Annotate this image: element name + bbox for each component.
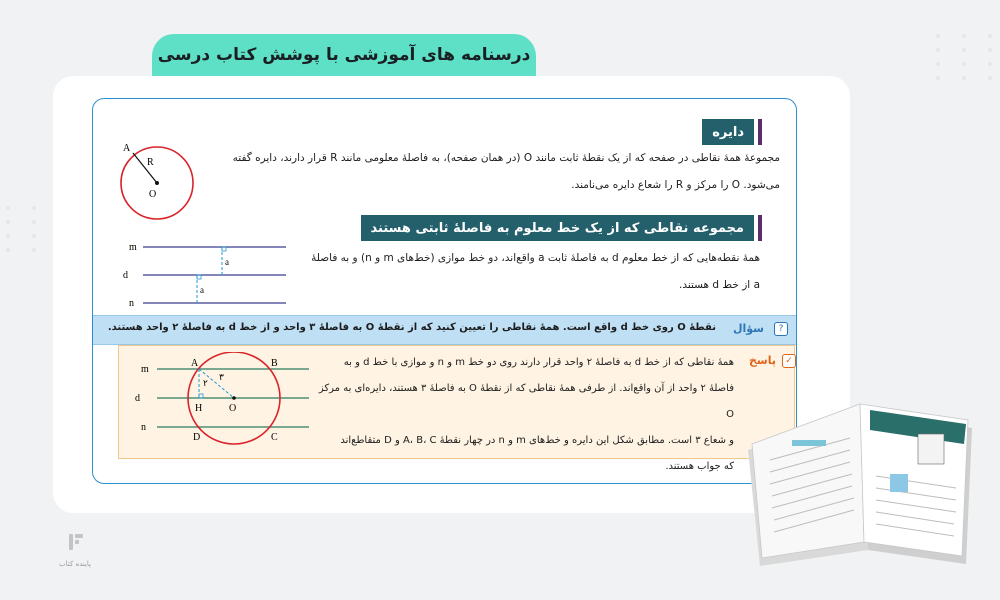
answer-length-three: ۳ — [219, 373, 224, 383]
answer-check-icon: ✓ — [782, 354, 796, 368]
question-label: سؤال — [732, 322, 764, 335]
answer-line-d: d — [135, 393, 140, 404]
answer-text: همهٔ نقاطی که از خط d به فاصلهٔ ۲ واحد قرار دارند روی دو خط m و n و موازی با خط d و به فاصلهٔ ۲ واحد از آن واقع‌اند. از طرفی همهٔ نقاطی که از نقطهٔ O به فاصلهٔ ۳ هستند، دایره‌ای به مرکز O و شعاع ۳ است. مطابق شکل این دایره و خط‌های m و n در چهار نقطهٔ A، B، C و D متقاطع‌اند که جواب هستند. — [318, 357, 734, 472]
answer-point-b: B — [271, 358, 278, 369]
lesson-panel — [92, 98, 797, 484]
answer-length-two: ۲ — [203, 379, 208, 389]
section-title-circle: دایره — [702, 119, 754, 145]
answer-line-m: m — [141, 364, 149, 375]
answer-point-d: D — [193, 432, 201, 443]
circle-radius-label: R — [147, 157, 154, 168]
brand-logo-icon — [63, 530, 87, 554]
distance-a-upper: a — [225, 257, 229, 267]
circle-definition: مجموعهٔ همهٔ نقاطی در صفحه که از یک نقطهٔ ثابت مانند O (در همان صفحه)، به فاصلهٔ معلومی مانند R قرار دارند، دایره گفته می‌شود. O را مرکز و R را شعاع دایره می‌نامند. — [232, 152, 780, 191]
answer-box — [118, 345, 795, 472]
answer-point-a: A — [191, 358, 199, 369]
answer-label: پاسخ — [748, 354, 776, 367]
answer-point-h: H — [195, 403, 203, 414]
parallel-lines-figure — [121, 237, 291, 309]
parallel-lines-definition: همهٔ نقطه‌هایی که از خط معلوم d به فاصلهٔ ثابت a واقع‌اند، دو خط موازی (خط‌های m و n) و به فاصلهٔ a از خط d هستند. — [311, 252, 760, 291]
section-title-parallel-lines: مجموعه نقاطی که از یک خط معلوم به فاصلهٔ ثابتی هستند — [361, 215, 754, 241]
distance-a-lower: a — [200, 285, 204, 295]
decorative-dots-top-right — [936, 34, 1000, 80]
answer-point-c: C — [271, 432, 278, 443]
question-text: نقطهٔ O روی خط d واقع است. همهٔ نقاطی را تعیین کنید که از نقطهٔ O به فاصلهٔ ۳ واحد و از خط d به فاصلهٔ ۲ واحد هستند. — [107, 322, 716, 333]
question-icon: ? — [774, 322, 788, 336]
answer-line-n: n — [141, 422, 146, 433]
circle-figure — [113, 137, 201, 223]
book-illustration — [740, 380, 980, 570]
answer-point-o: O — [229, 403, 237, 414]
circle-center-o: O — [149, 189, 157, 200]
page-header — [152, 34, 536, 76]
page-title: درسنامه های آموزشی با پوشش کتاب درسی — [157, 45, 531, 65]
brand-logo-caption: پاینده کتاب — [59, 560, 91, 568]
line-m-label: m — [129, 242, 137, 253]
line-d-label: d — [123, 270, 128, 281]
line-n-label: n — [129, 298, 134, 309]
circle-point-a: A — [123, 143, 131, 154]
question-bar — [93, 315, 796, 345]
brand-logo — [58, 530, 92, 568]
answer-figure — [129, 352, 319, 452]
